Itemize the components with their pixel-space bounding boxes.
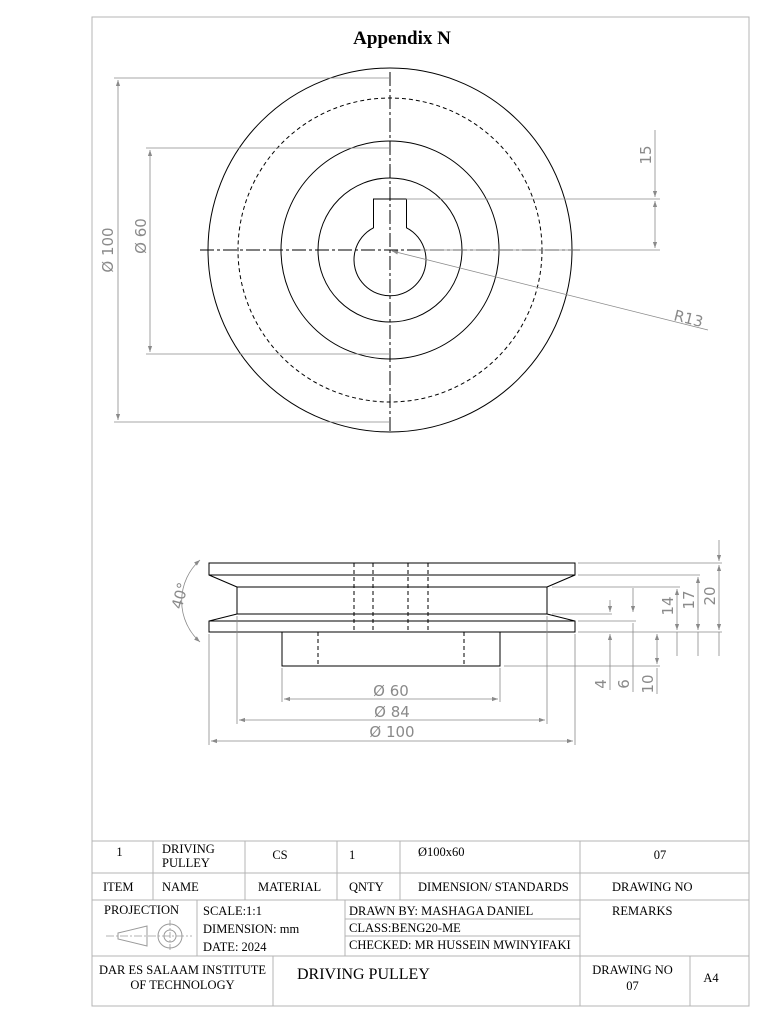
side-view	[168, 540, 722, 745]
header-item: ITEM	[103, 880, 134, 894]
checked-by-label: CHECKED: MR HUSSEIN MWINYIFAKI	[349, 938, 571, 952]
dim-20: 20	[701, 586, 719, 606]
cell-name: DRIVING PULLEY	[162, 842, 215, 870]
dim-side-d100: Ø 100	[369, 723, 415, 741]
front-view	[99, 68, 708, 432]
cell-qnty: 1	[349, 848, 356, 862]
sheet-size: A4	[703, 971, 719, 985]
page-title: Appendix N	[353, 28, 451, 49]
cell-item: 1	[116, 845, 123, 859]
institute-name-line2: OF TECHNOLOGY	[130, 978, 235, 992]
class-label: CLASS:BENG20-ME	[349, 921, 461, 935]
remarks-label: REMARKS	[612, 904, 673, 918]
date-label: DATE: 2024	[203, 940, 267, 954]
footer-drawing-no-label: DRAWING NO	[592, 963, 673, 977]
dim-14: 14	[659, 596, 677, 616]
institute-name-line1: DAR ES SALAAM INSTITUTE	[98, 963, 266, 977]
dim-radius: R13	[672, 306, 706, 332]
dim-groove-angle: 40°	[168, 580, 193, 611]
cell-drawing-no: 07	[653, 848, 667, 862]
dim-4: 4	[592, 679, 610, 689]
cell-material: CS	[272, 848, 288, 862]
dim-side-d60: Ø 60	[373, 682, 409, 700]
dim-outer-diameter: Ø 100	[99, 227, 117, 273]
dim-10: 10	[639, 674, 657, 694]
header-drawing-no: DRAWING NO	[612, 880, 693, 894]
dim-keyway: 15	[637, 145, 655, 165]
footer-drawing-no-value: 07	[626, 979, 639, 993]
cell-dimension: Ø100x60	[418, 845, 465, 859]
dim-17: 17	[680, 590, 698, 610]
flange-bottom	[209, 614, 575, 632]
dim-hub-diameter: Ø 60	[132, 218, 150, 254]
projection-label: PROJECTION	[104, 903, 180, 917]
header-name: NAME	[162, 880, 199, 894]
drawing-title: DRIVING PULLEY	[297, 966, 430, 983]
header-material: MATERIAL	[258, 880, 322, 894]
third-angle-projection-icon	[106, 920, 192, 952]
scale-label: SCALE:1:1	[203, 904, 263, 918]
drawn-by-label: DRAWN BY: MASHAGA DANIEL	[349, 904, 534, 918]
hub-section	[282, 632, 500, 666]
header-qnty: QNTY	[349, 880, 384, 894]
dim-6: 6	[615, 679, 633, 689]
dimension-unit-label: DIMENSION: mm	[203, 922, 300, 936]
header-dimension: DIMENSION/ STANDARDS	[418, 880, 569, 894]
dim-side-d84: Ø 84	[374, 703, 410, 721]
